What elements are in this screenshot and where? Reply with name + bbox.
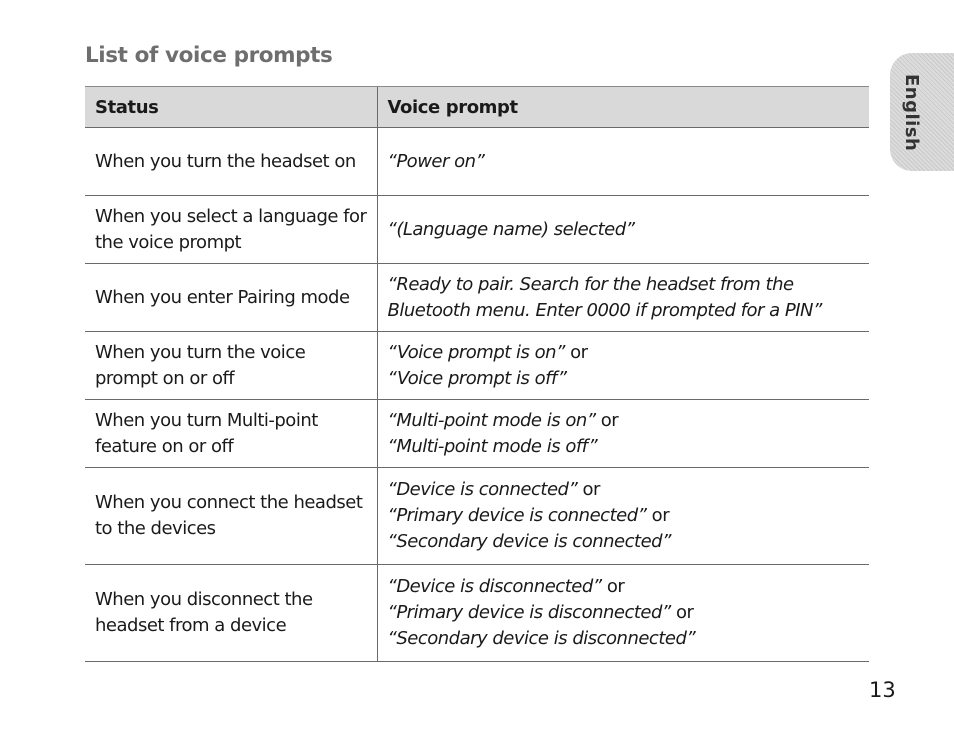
voice-prompt-cell [377, 128, 869, 196]
voice-prompt-cell [377, 196, 869, 264]
voice-prompt-line [388, 272, 860, 324]
voice-prompt-line [388, 408, 860, 434]
voice-prompt-text: “Voice prompt is off” [387, 367, 567, 389]
voice-prompt-or: or [577, 479, 600, 500]
voice-prompt-text: “Secondary device is disconnected” [387, 628, 696, 649]
voice-prompt-line [388, 340, 860, 366]
status-cell: When you turn the voice prompt on or off [85, 332, 377, 400]
voice-prompts-table [85, 86, 869, 662]
voice-prompt-cell [377, 400, 869, 468]
voice-prompt-line [388, 626, 860, 652]
table-row [85, 196, 869, 264]
voice-prompt-cell [377, 332, 869, 400]
table-header-row [85, 87, 869, 128]
status-cell: When you enter Pairing mode [85, 264, 377, 332]
status-cell: When you turn the headset on [85, 128, 377, 196]
voice-prompt-or: or [646, 505, 670, 526]
section-title: List of voice prompts [85, 43, 333, 68]
voice-prompt-text: “Secondary device is connected” [387, 531, 671, 552]
voice-prompt-line [388, 149, 860, 175]
voice-prompt-cell [377, 468, 869, 565]
voice-prompt-text: “(Language name) selected” [387, 218, 635, 240]
status-cell: When you select a language for the voice prompt [85, 196, 377, 264]
voice-prompt-line [388, 574, 860, 600]
table-row [85, 264, 869, 332]
voice-prompt-line [388, 434, 860, 460]
voice-prompt-text: “Multi-point mode is off” [387, 435, 598, 457]
table-body [85, 128, 869, 662]
voice-prompt-or: or [670, 602, 694, 623]
voice-prompt-text: “Voice prompt is on” [387, 341, 565, 363]
status-cell: When you disconnect the headset from a device [85, 565, 377, 662]
voice-prompt-text: “Ready to pair. Search for the headset from the Bluetooth menu. Enter 0000 if prompted for a PIN” [387, 273, 822, 321]
page-number: 13 [869, 678, 896, 702]
table-row [85, 128, 869, 196]
voice-prompt-cell [377, 264, 869, 332]
language-side-tab [890, 53, 954, 171]
voice-prompt-line [388, 477, 860, 503]
header-voice-prompt: Voice prompt [377, 87, 869, 128]
voice-prompt-text: “Primary device is connected” [387, 505, 647, 526]
voice-prompt-text: “Device is disconnected” [387, 576, 602, 597]
voice-prompt-line [388, 217, 860, 243]
header-status: Status [85, 87, 377, 128]
table-row [85, 565, 869, 662]
voice-prompt-text: “Multi-point mode is on” [387, 409, 596, 431]
voice-prompt-or: or [595, 409, 619, 431]
voice-prompt-line [388, 503, 860, 529]
table-row [85, 400, 869, 468]
table-row [85, 468, 869, 565]
voice-prompt-line [388, 366, 860, 392]
table-row [85, 332, 869, 400]
status-cell: When you connect the headset to the devices [85, 468, 377, 565]
voice-prompt-cell [377, 565, 869, 662]
status-cell: When you turn Multi-point feature on or off [85, 400, 377, 468]
voice-prompt-text: “Device is connected” [387, 479, 578, 500]
voice-prompt-or: or [601, 576, 625, 597]
voice-prompt-line [388, 529, 860, 555]
voice-prompt-line [388, 600, 860, 626]
voice-prompt-text: “Power on” [387, 150, 485, 172]
voice-prompt-or: or [564, 341, 588, 363]
voice-prompt-text: “Primary device is disconnected” [387, 602, 671, 623]
language-side-tab-label: English [901, 74, 922, 152]
